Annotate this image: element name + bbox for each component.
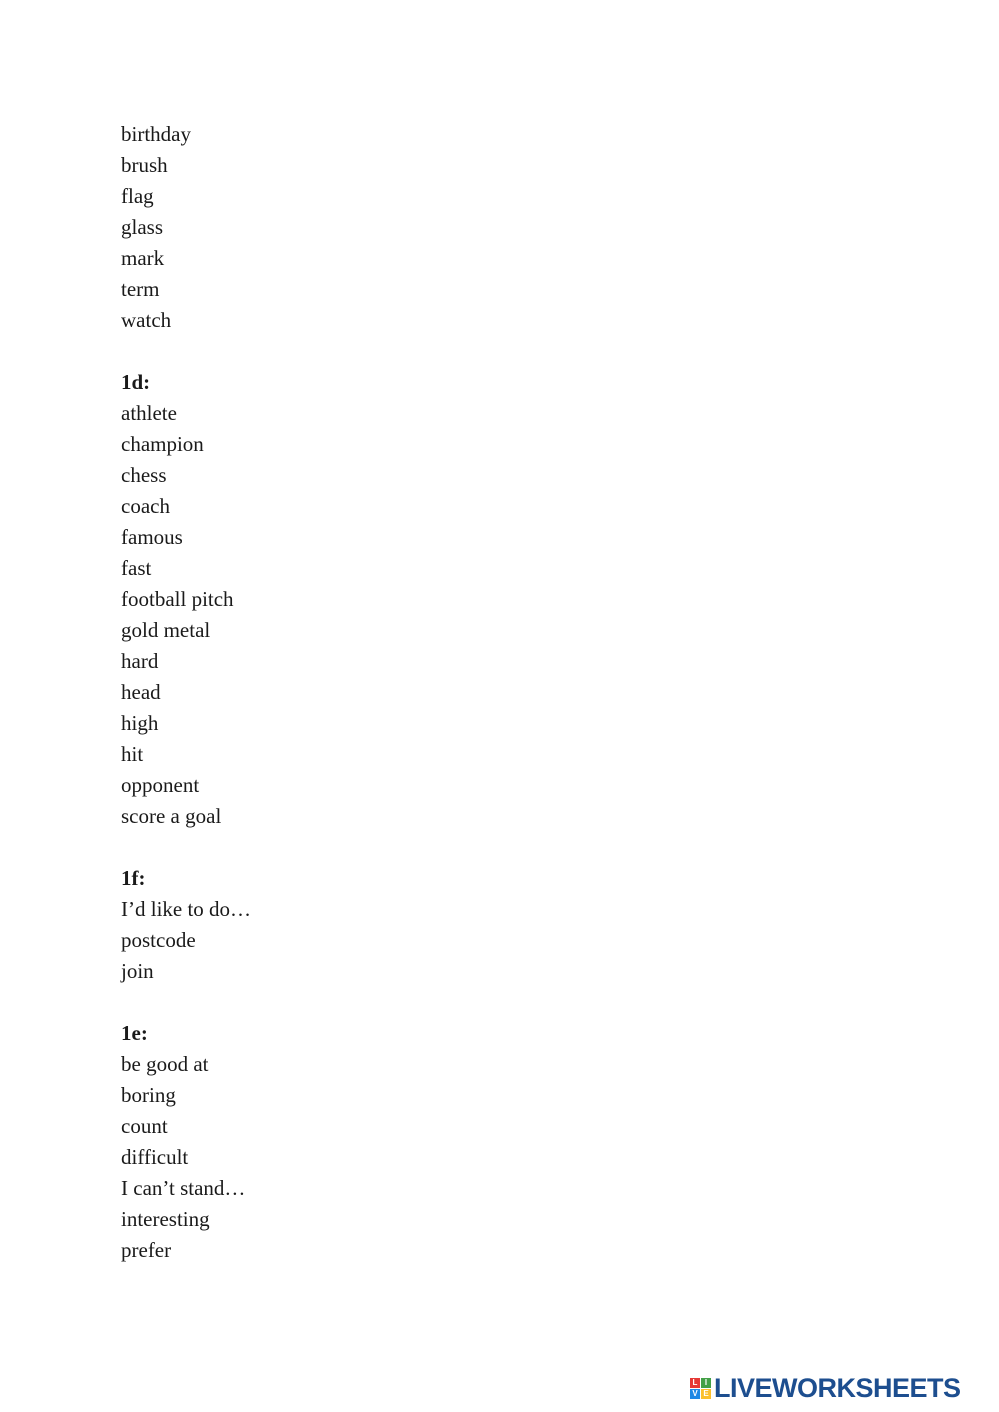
logo-mark-icon xyxy=(690,1378,711,1399)
section-gap xyxy=(121,336,251,367)
word-item: birthday xyxy=(121,122,191,146)
section-heading: 1f: xyxy=(121,866,146,890)
section-untitled xyxy=(121,119,251,336)
liveworksheets-logo xyxy=(690,1374,961,1402)
logo-mark-letter: L xyxy=(690,1378,700,1388)
logo-mark-letter: E xyxy=(701,1389,711,1399)
logo-text: LIVEWORKSHEETS xyxy=(714,1372,961,1403)
word-item: hit xyxy=(121,742,144,766)
word-item: fast xyxy=(121,556,152,580)
word-item: athlete xyxy=(121,401,177,425)
word-item: mark xyxy=(121,246,165,270)
word-item: score a goal xyxy=(121,804,222,828)
word-item: head xyxy=(121,680,161,704)
word-item: football pitch xyxy=(121,587,234,611)
word-item: flag xyxy=(121,184,154,208)
word-item: coach xyxy=(121,494,170,518)
word-item: champion xyxy=(121,432,204,456)
section-gap xyxy=(121,832,251,863)
word-item: postcode xyxy=(121,928,196,952)
word-item: I can’t stand… xyxy=(121,1176,246,1200)
logo-mark-letter: V xyxy=(690,1389,700,1399)
word-list xyxy=(121,119,251,1266)
word-item: chess xyxy=(121,463,167,487)
word-item: difficult xyxy=(121,1145,189,1169)
word-item: count xyxy=(121,1114,168,1138)
word-item: famous xyxy=(121,525,183,549)
word-item: I’d like to do… xyxy=(121,897,252,921)
word-item: interesting xyxy=(121,1207,210,1231)
word-item: be good at xyxy=(121,1052,209,1076)
word-item: join xyxy=(121,959,154,983)
section-1f xyxy=(121,863,251,987)
word-item: brush xyxy=(121,153,168,177)
word-item: term xyxy=(121,277,160,301)
section-gap xyxy=(121,987,251,1018)
word-item: opponent xyxy=(121,773,200,797)
logo-mark-letter: I xyxy=(701,1378,711,1388)
section-1d xyxy=(121,367,251,832)
word-item: high xyxy=(121,711,159,735)
word-item: hard xyxy=(121,649,159,673)
word-item: glass xyxy=(121,215,163,239)
word-item: prefer xyxy=(121,1238,172,1262)
word-item: watch xyxy=(121,308,172,332)
section-heading: 1e: xyxy=(121,1021,148,1045)
section-heading: 1d: xyxy=(121,370,151,394)
word-item: boring xyxy=(121,1083,176,1107)
section-1e xyxy=(121,1018,251,1266)
word-item: gold metal xyxy=(121,618,211,642)
